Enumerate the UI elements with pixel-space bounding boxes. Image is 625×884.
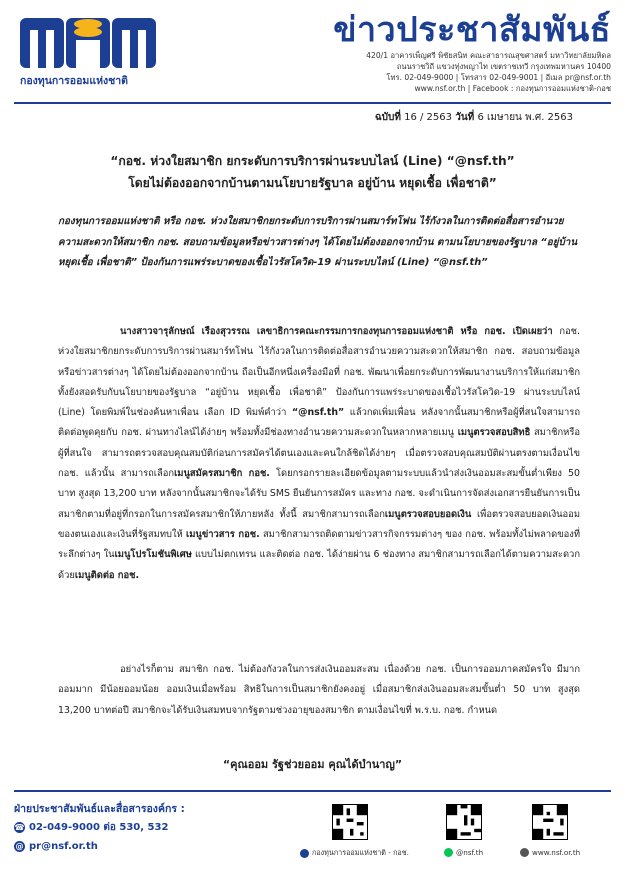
issue-date-label: วันที่ <box>455 112 475 123</box>
email-icon: @ <box>15 842 24 851</box>
qr-caption-facebook <box>300 848 409 859</box>
logo-text: กองทุนการออมแห่งชาติ <box>20 75 128 87</box>
menu-contact: เมนูติดต่อ กอช. <box>74 569 140 581</box>
line-caption-text: @nsf.th <box>456 848 484 857</box>
issue-no-label: ฉบับที่ <box>374 112 401 123</box>
phone-text: 02-049-9000 ต่อ 530, 532 <box>29 822 169 833</box>
letterhead-info <box>281 10 611 94</box>
facebook-icon <box>300 849 309 858</box>
footer-contact <box>14 800 234 856</box>
headline-line-2: โดยไม่ต้องออกจากบ้านตามนโยบายรัฐบาล อยู่บ้าน หยุดเชื้อ เพื่อชาติ” <box>128 176 497 190</box>
p1-text-c: สมาชิกหรือผู้ที่สนใจ สามารถตรวจสอบคุณสมบัติก่อนการสมัครได้ตนเองและคนใกล้ชิดได้ง่ายๆ เมื่อตรวจสอบคุณสมบัติผ่านตรงตามเงื่อนไข กอช. แล้วนั้น สามารถเลือก <box>58 427 580 480</box>
p1-text-f: สมาชิกสามารถติดตามข่าวสารกิจกรรมต่างๆ ของ กอช. พร้อมทั้งไม่พลาดของที่ระลึกต่างๆ ใน <box>58 528 581 561</box>
p1-bold-lead: นางสาวจารุลักษณ์ เรืองสุวรรณ เลขาธิการคณะกรรมการกองทุนการออมแห่งชาติ หรือ กอช. เปิดเผยว่า <box>120 326 553 337</box>
address-line-2: ถนนราชวิถี แขวงทุ่งพญาไท เขตราชเทวี กรุงเทพมหานคร 10400 <box>396 62 611 71</box>
nsf-logo <box>20 12 160 92</box>
qr-code-facebook[interactable] <box>332 804 368 840</box>
issue-date: 6 เมษายน พ.ศ. 2563 <box>477 112 573 123</box>
facebook-caption-text: กองทุนการออมแห่งชาติ - กอช. <box>312 848 409 857</box>
p1-text-a: กอช. ห่วงใยสมาชิกยกระดับการบริการผ่านสมาร์ทโฟน ไร้กังวลในการติดต่อสื่อสารอำนวยความสะดวกให้สมาชิก กอช. สอบถามข้อมูลหรือข่าวสารต่างๆ ได้โดยไม่ต้องออกจากบ้าน ถือเป็นอีกหนึ่งเครื่องมือที่ กอช. พัฒนาเพื่อยกระดับการพัฒนางานบริการให้แก่สมาชิก ทั้งยังสอดรับกับนโยบายของรัฐบาล “อยู่บ้าน หยุดเชื้อ เพื่อชาติ” ป้องกันการแพร่ระบาดของเชื้อไวรัสโควิด-19 ผ่านระบบไลน์ (Line) โดยพิมพ์ในช่องค้นหาเพื่อน เลือก ID พิมพ์คำว่า <box>58 326 580 419</box>
footer-phone <box>14 818 234 837</box>
line-id: “@nsf.th” <box>291 407 345 419</box>
qr-code-line[interactable] <box>446 804 482 840</box>
menu-register: เมนูสมัครสมาชิก กอช. <box>174 468 270 480</box>
qr-code-website[interactable] <box>532 804 568 840</box>
menu-check-rights: เมนูตรวจสอบสิทธิ <box>457 427 531 439</box>
p1-text-g: แบบไม่ตกเทรน และติดต่อ กอช. ได้ง่ายผ่าน 6 ช่องทาง สมาชิกสามารถเลือกได้ตามความสะดวกด้วย <box>58 549 580 581</box>
phone-icon: ☎ <box>14 823 25 832</box>
p1-text-b: แล้วกดเพิ่มเพื่อน หลังจากนั้นสมาชิกหรือผู้ที่สนใจสามารถติดต่อพูดคุยกับ กอช. ผ่านทางไลน์ได้ง่ายๆ พร้อมทั้งมีช่องทางอำนวยความสะดวกในหลากหลายเมนู <box>58 407 580 439</box>
headline-line-1: “กอช. ห่วงใยสมาชิก ยกระดับการบริการผ่านระบบไลน์ (Line) “@nsf.th” <box>110 154 515 168</box>
headline <box>30 150 595 194</box>
issue-no: 16 / 2563 <box>404 112 453 123</box>
slogan: “คุณออม รัฐช่วยออม คุณได้บำนาญ” <box>222 758 403 771</box>
p1-text-d: โดยกรอกรายละเอียดข้อมูลตามระบบแล้วนำส่งเงินออมสะสมขั้นต่ำเพียง 50 บาท สูงสุด 13,200 บาท หลังจากนั้นสมาชิกจะได้รับ SMS ยืนยันการสมัคร และทาง กอช. จะดำเนินการจัดส่งเอกสารยืนยันการเป็นสมาชิกตามที่อยู่ที่กรอกในการสมัครสมาชิกให้ภายหลัง ทั้งนี้ สมาชิกสามารถเลือก <box>58 468 580 520</box>
letterhead <box>0 0 625 110</box>
website-caption-text: www.nsf.or.th <box>532 848 581 857</box>
contact-line: โทร. 02-049-9000 | โทรสาร 02-049-9001 | อีเมล pr@nsf.or.th <box>386 73 611 82</box>
menu-check-balance: เมนูตรวจสอบยอดเงิน <box>384 508 472 520</box>
globe-icon <box>520 848 529 857</box>
address-line-1: 420/1 อาคารเพ็ญศรี พิชัยสนิท คณะสาธารณสุขศาสตร์ มหาวิทยาลัยมหิดล <box>366 51 611 60</box>
qr-caption-line <box>444 848 483 857</box>
menu-promotion: เมนูโปรโมชันพิเศษ <box>114 549 192 561</box>
nsf-logo-mark <box>20 12 160 70</box>
page-title: ข่าวประชาสัมพันธ์ <box>333 10 611 50</box>
header-divider <box>14 102 611 104</box>
p1-text-e: เพื่อตรวจสอบยอดเงินออมของตนเองและเงินที่รัฐสมทบให้ <box>58 508 580 540</box>
body-paragraph-1 <box>58 322 580 586</box>
issue-info <box>375 110 573 125</box>
body-paragraph-2: อย่างไรก็ตาม สมาชิก กอช. ไม่ต้องกังวลในการส่งเงินออมสะสม เนื่องด้วย กอช. เป็นการออมภาคสมัครใจ มีมากออมมาก มีน้อยออมน้อย ออมเงินเมื่อพร้อม สิทธิในการเป็นสมาชิกยังคงอยู่ เมื่อสมาชิกส่งเงินออมสะสมขั้นต่ำ 50 บาท สูงสุด 13,200 บาทต่อปี สมาชิกจะได้รับเงินสมทบจากรัฐตามช่วงอายุของสมาชิก ตามเงื่อนไขที่ พ.ร.บ. กอช. กำหนด <box>58 664 580 716</box>
web-line: www.nsf.or.th | Facebook : กองทุนการออมแห่งชาติ-กอช <box>414 84 611 93</box>
line-icon <box>444 848 453 857</box>
qr-caption-website <box>520 848 580 857</box>
footer-email <box>14 837 234 856</box>
footer <box>0 790 625 884</box>
email-link[interactable]: pr@nsf.or.th <box>29 841 98 852</box>
menu-news: เมนูข่าวสาร กอช. <box>186 528 260 540</box>
lead-paragraph: กองทุนการออมแห่งชาติ หรือ กอช. ห่วงใยสมาชิกยกระดับการบริการผ่านสมาร์ทโฟน ไร้กังวลในการติดต่อสื่อสารอำนวยความสะดวกให้สมาชิก กอช. สอบถามข้อมูลหรือข่าวสารต่างๆ ได้โดยไม่ต้องออกจากบ้าน ตามนโยบายของรัฐบาล “อยู่บ้าน หยุดเชื้อ เพื่อชาติ” ป้องกันการแพร่ระบาดของเชื้อไวรัสโควิด-19 ผ่านระบบไลน์ (Line) “@nsf.th” <box>58 216 578 268</box>
footer-title: ฝ่ายประชาสัมพันธ์และสื่อสารองค์กร : <box>14 803 185 815</box>
